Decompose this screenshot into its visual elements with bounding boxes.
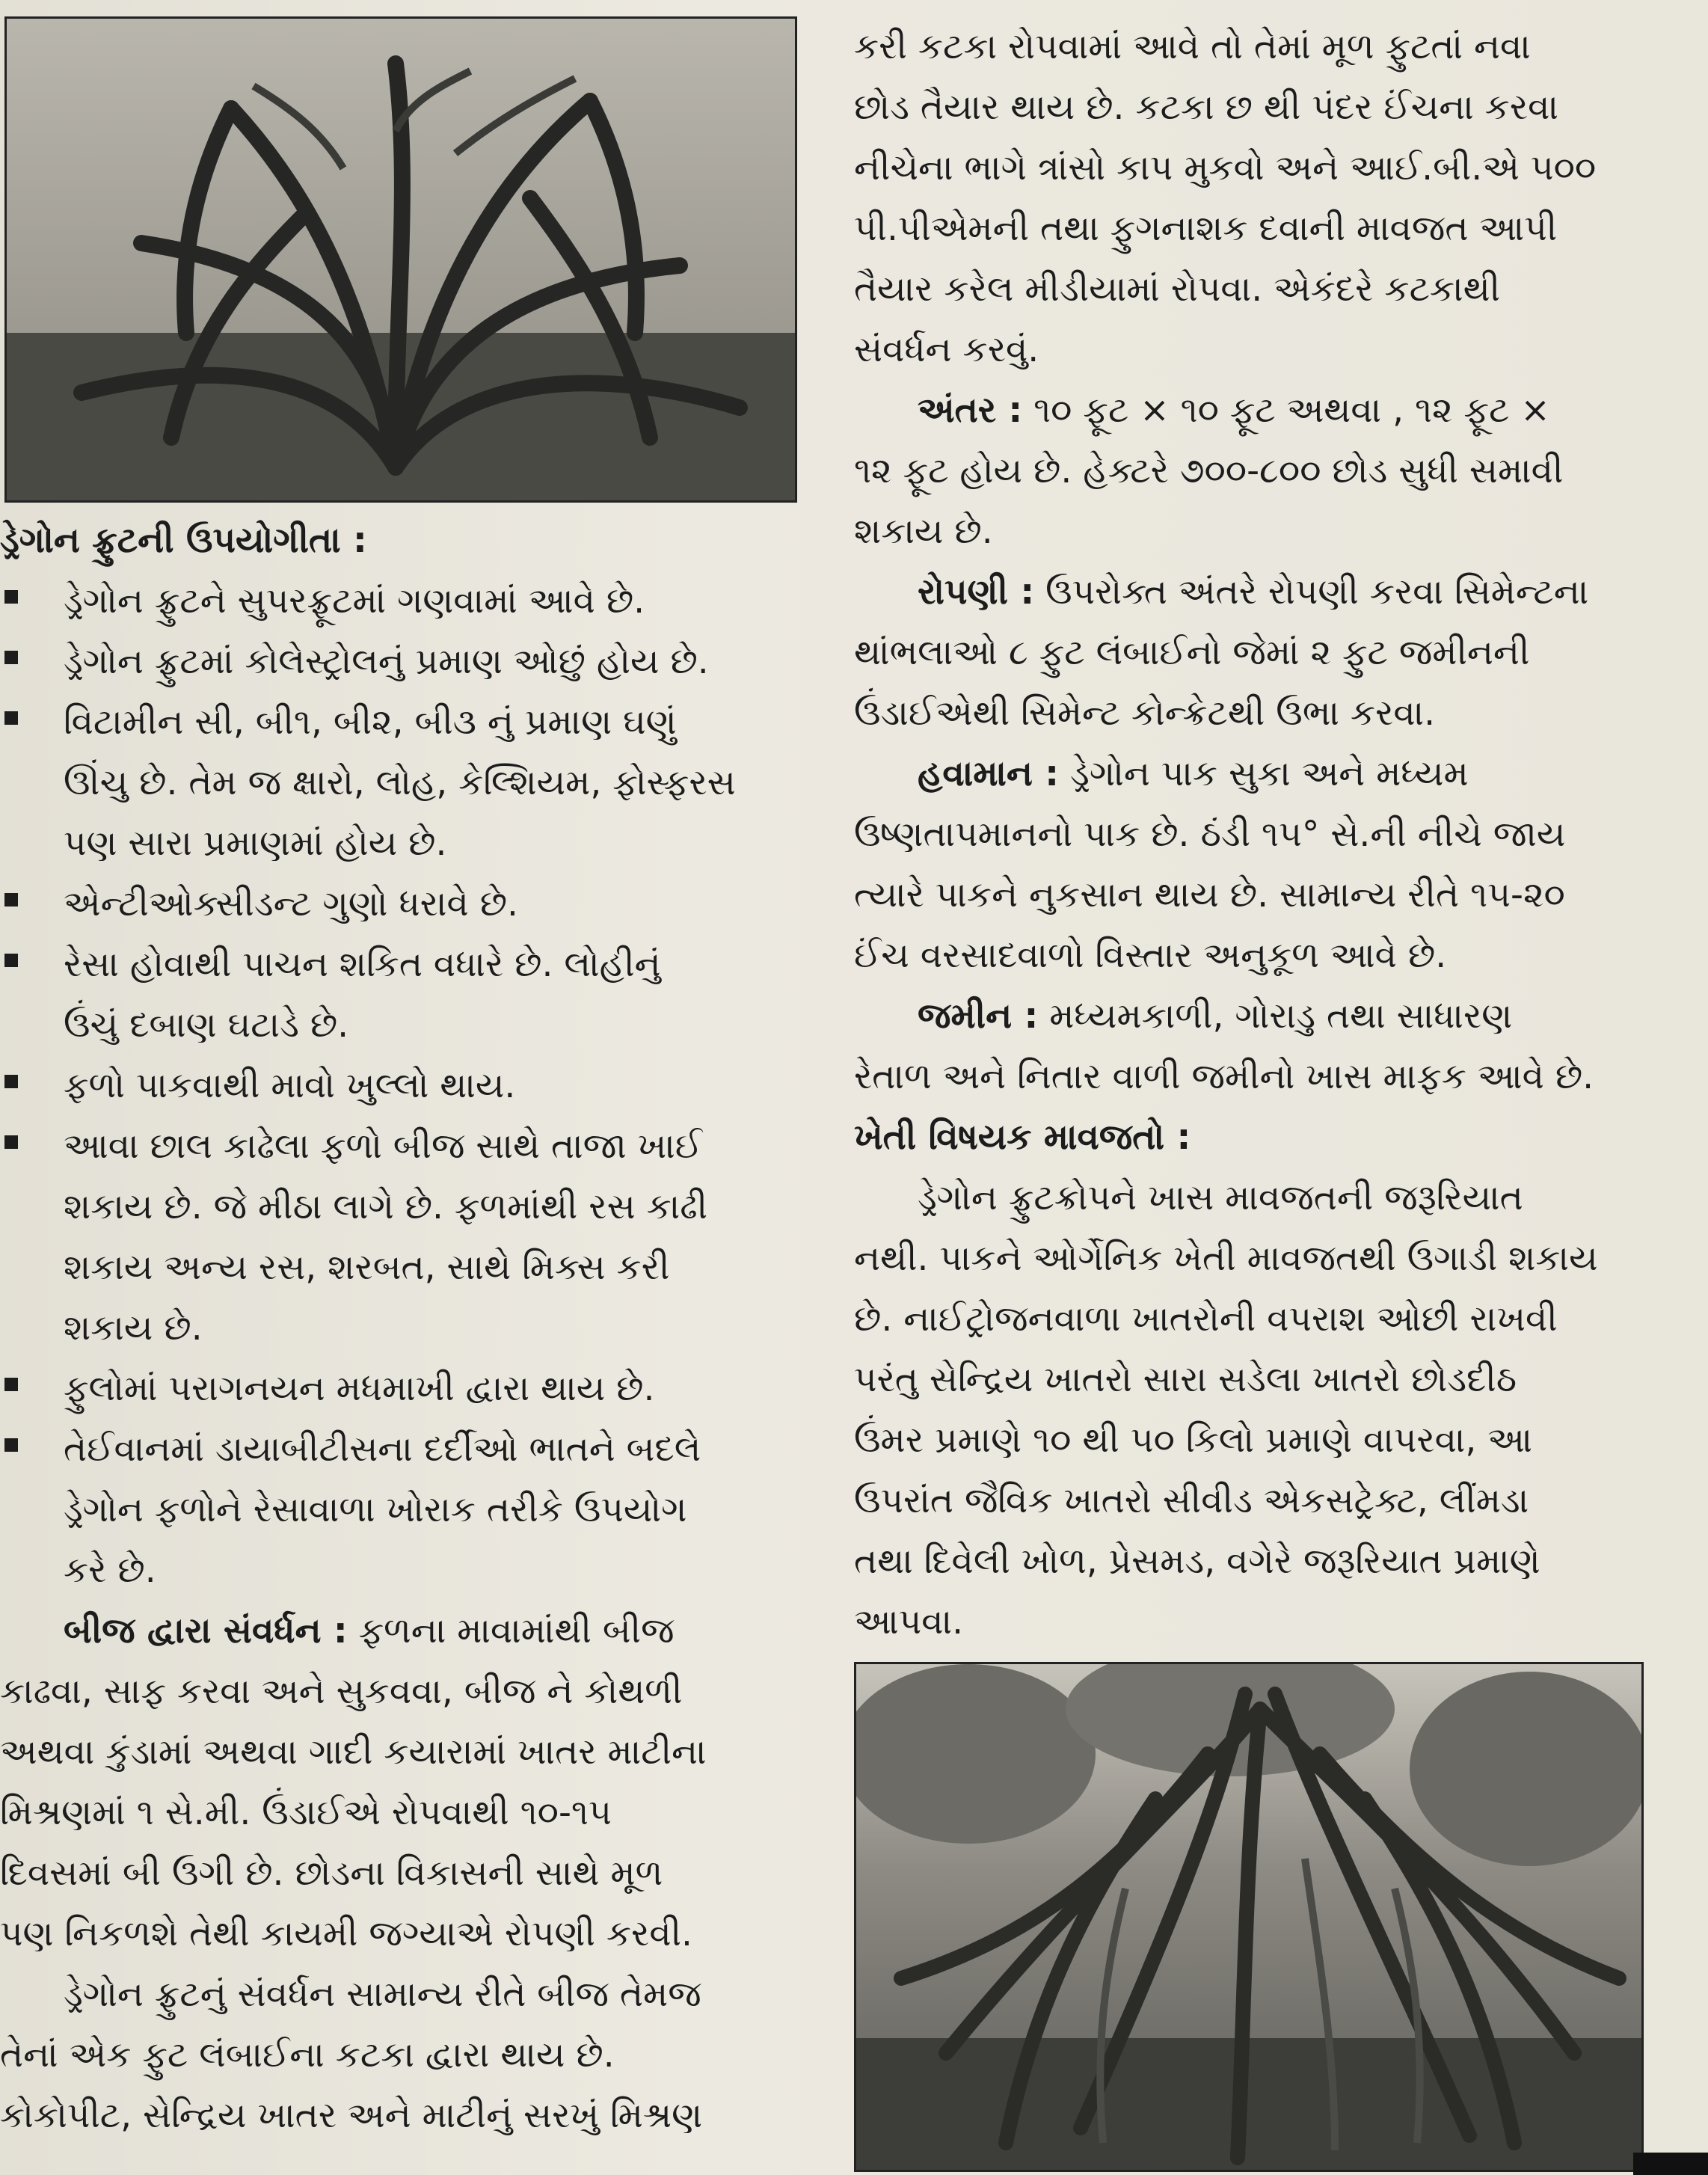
soil-title: જમીન : (918, 996, 1039, 1037)
usefulness-list (0, 571, 804, 1601)
text-line: તેનાં એક ફુટ લંબાઈના કટકા દ્વારા થાય છે. (0, 2034, 615, 2076)
seed-propagation-title: બીજ દ્વારા સંવર્ધન : (64, 1610, 348, 1651)
text-line (0, 1419, 804, 1479)
text-line: ઉંચું દબાણ ઘટાડે છે. (64, 1004, 349, 1046)
bullet-text: ફુલોમાં પરાગનયન મધમાખી દ્વારા થાય છે. (64, 1368, 655, 1409)
text-line: પી.પીએમની તથા ફુગનાશક દવાની માવજત આપી (854, 208, 1558, 249)
spacing-title: અંતર : (918, 390, 1023, 431)
text-line: ડ્રેગોન ફળોને રેસાવાળા ખોરાક તરીકે ઉપયોગ (64, 1489, 687, 1530)
text-line: શકાય છે. (64, 1307, 203, 1349)
text-line: કરે છે. (64, 1550, 156, 1591)
text-line: તથા દિવેલી ખોળ, પ્રેસમડ, વગેરે જરૂરિયાત પ્રમાણે (854, 1541, 1540, 1582)
bullet-text: ફળો પાકવાથી માવો ખુલ્લો થાય. (64, 1065, 516, 1106)
cultivation-care-heading: ખેતી વિષયક માવજતો : (854, 1117, 1191, 1158)
soil-paragraph (854, 1046, 1669, 1107)
seed-propagation-paragraph (0, 1661, 804, 1964)
bullet-square-icon (4, 1075, 18, 1088)
left-text-block (0, 510, 804, 2146)
text-line (0, 934, 804, 995)
cultivation-care-paragraph (854, 1228, 1669, 1652)
bullet-square-icon (4, 711, 18, 725)
text-line: છે. નાઈટ્રોજનવાળા ખાતરોની વપરાશ ઓછી રાખવી (854, 1298, 1558, 1340)
text-line: ઉષ્ણતાપમાનનો પાક છે. ઠંડી ૧૫° સે.ની નીચે જાય (854, 814, 1566, 855)
usefulness-list-item (0, 934, 804, 1055)
text-line: છોડ તૈયાર થાય છે. કટકા છ થી પંદર ઈંચના કરવા (854, 87, 1558, 128)
text-line: પરંતુ સેન્દ્રિય ખાતરો સારા સડેલા ખાતરો છોડદીઠ (854, 1359, 1517, 1400)
usefulness-list-item (0, 1358, 804, 1419)
spacing-first-line: ૧૦ ફૂટ × ૧૦ ફૂટ અથવા , ૧૨ ફૂટ × (1033, 390, 1550, 431)
text-line: સંવર્ધન કરવું. (854, 329, 1039, 370)
text-line: તૈયાર કરેલ મીડીયામાં રોપવા. એકંદરે કટકાથી (854, 269, 1501, 310)
text-line (0, 1055, 804, 1116)
usefulness-list-item (0, 1116, 804, 1358)
cutting-propagation-paragraph (854, 16, 1669, 380)
text-line: ૧૨ ફૂટ હોય છે. હેક્ટરે ૭૦૦-૮૦૦ છોડ સુધી સમાવી (854, 450, 1564, 491)
climate-title: હવામાન : (918, 753, 1060, 794)
planting-paragraph (854, 622, 1669, 743)
text-line: કાઢવા, સાફ કરવા અને સુકવવા, બીજ ને કોથળી (0, 1671, 683, 1712)
soil-paragraph-start (854, 986, 1669, 1046)
text-line: મિશ્રણમાં ૧ સે.મી. ઉંડાઈએ રોપવાથી ૧૦-૧૫ (0, 1792, 612, 1833)
page-corner-mark (1633, 2153, 1708, 2175)
text-line: ઉંમર પ્રમાણે ૧૦ થી ૫૦ કિલો પ્રમાણે વાપરવા, આ (854, 1420, 1533, 1461)
climate-first-line: ડ્રેગોન પાક સુકા અને મધ્યમ (1070, 753, 1469, 794)
usefulness-heading: ડ્રેગોન ફ્રુટની ઉપયોગીતા : (0, 520, 367, 561)
seed-propagation-paragraph-start (0, 1601, 804, 1661)
text-line: પણ સારા પ્રમાણમાં હોય છે. (64, 823, 447, 864)
text-line (0, 631, 804, 692)
bullet-square-icon (4, 1135, 18, 1149)
text-line: શકાય અન્ય રસ, શરબત, સાથે મિક્સ કરી (64, 1247, 670, 1288)
text-line (0, 1116, 804, 1177)
climate-paragraph-start (854, 743, 1669, 804)
text-line: નીચેના ભાગે ત્રાંસો કાપ મુકવો અને આઈ.બી.એ ૫૦૦ (854, 147, 1597, 188)
bullet-square-icon (4, 651, 18, 664)
bullet-square-icon (4, 1378, 18, 1391)
text-line: પણ નિકળશે તેથી કાયમી જગ્યાએ રોપણી કરવી. (0, 1913, 692, 1954)
text-line: ઉપરાંત જૈવિક ખાતરો સીવીડ એકસટ્રેક્ટ, લીંમડા (854, 1480, 1529, 1521)
usefulness-list-item (0, 571, 804, 631)
bullet-text: વિટામીન સી, બી૧, બી૨, બી૩ નું પ્રમાણ ઘણું (64, 702, 677, 743)
bullet-square-icon (4, 954, 18, 967)
text-line (0, 874, 804, 934)
usefulness-list-item (0, 631, 804, 692)
text-line (0, 571, 804, 631)
bullet-square-icon (4, 893, 18, 906)
text-line: રેતાળ અને નિતાર વાળી જમીનો ખાસ માફક આવે છે. (854, 1056, 1594, 1097)
seed-propagation-first-line: ફળના માવામાંથી બીજ (358, 1610, 675, 1651)
text-line: થાંભલાઓ ૮ ફુટ લંબાઈનો જેમાં ૨ ફુટ જમીનની (854, 632, 1530, 673)
text-line: ઈંચ વરસાદવાળો વિસ્તાર અનુકૂળ આવે છે. (854, 935, 1447, 976)
bullet-text: તેઈવાનમાં ડાયાબીટીસના દર્દીઓ ભાતને બદલે (64, 1429, 701, 1470)
planting-title: રોપણી : (918, 571, 1035, 613)
bullet-text: આવા છાલ કાઢેલા ફળો બીજ સાથે તાજા ખાઈ (64, 1126, 703, 1167)
text-line: કોકોપીટ, સેન્દ્રિય ખાતર અને માટીનું સરખું મિશ્રણ (0, 2095, 703, 2136)
text-line: શકાય છે. (854, 511, 993, 552)
usefulness-list-item (0, 692, 804, 874)
planting-paragraph-start (854, 562, 1669, 622)
usefulness-list-item (0, 874, 804, 934)
usefulness-list-item (0, 1055, 804, 1116)
text-line (0, 1358, 804, 1419)
bullet-text: એન્ટીઓક્સીડન્ટ ગુણો ધરાવે છે. (64, 883, 518, 924)
propagation-paragraph (0, 2025, 804, 2146)
climate-paragraph (854, 804, 1669, 986)
text-line: આપવા. (854, 1601, 964, 1642)
text-line: શકાય છે. જે મીઠા લાગે છે. ફળમાંથી રસ કાઢી (64, 1186, 708, 1227)
bullet-text: ડ્રેગોન ફ્રુટમાં કોલેસ્ટ્રોલનું પ્રમાણ ઓછું હોય છે. (64, 641, 709, 682)
text-line: અથવા કુંડામાં અથવા ગાદી કયારામાં ખાતર માટીના (0, 1731, 707, 1773)
soil-first-line: મધ્યમકાળી, ગોરાડુ તથા સાધારણ (1049, 996, 1513, 1037)
bullet-square-icon (4, 1438, 18, 1452)
text-line: કરી કટકા રોપવામાં આવે તો તેમાં મૂળ ફુટતાં નવા (854, 26, 1531, 67)
planting-first-line: ઉપરોક્ત અંતરે રોપણી કરવા સિમેન્ટના (1045, 571, 1589, 613)
text-line: ઉંડાઈએથી સિમેન્ટ કોન્ક્રેટથી ઉભા કરવા. (854, 693, 1436, 734)
bullet-square-icon (4, 590, 18, 604)
right-text-block (854, 16, 1669, 1652)
dragon-fruit-plant-photo-top (4, 16, 797, 503)
text-line (0, 692, 804, 752)
spacing-paragraph-start (854, 380, 1669, 441)
propagation-first-line: ડ્રેગોન ફ્રુટનું સંવર્ધન સામાન્ય રીતે બીજ તેમજ (64, 1974, 701, 2015)
dragon-fruit-plant-photo-bottom (854, 1662, 1644, 2172)
text-line: દિવસમાં બી ઉગી છે. છોડના વિકાસની સાથે મૂળ (0, 1853, 663, 1894)
text-line: નથી. પાકને ઓર્ગેનિક ખેતી માવજતથી ઉગાડી શકાય (854, 1238, 1598, 1279)
bullet-text: રેસા હોવાથી પાચન શકિત વધારે છે. લોહીનું (64, 944, 661, 985)
text-line: ઊંચુ છે. તેમ જ ક્ષારો, લોહ, કેલ્શિયમ, ફોસ્ફરસ (64, 762, 736, 803)
cultivation-care-first-line: ડ્રેગોન ફ્રુટક્રોપને ખાસ માવજતની જરૂરિયાત (918, 1177, 1523, 1218)
bullet-text: ડ્રેગોન ફ્રુટને સુપરફ્રૂટમાં ગણવામાં આવે છે. (64, 580, 645, 622)
spacing-paragraph (854, 441, 1669, 562)
usefulness-list-item (0, 1419, 804, 1601)
text-line: ત્યારે પાકને નુકસાન થાય છે. સામાન્ય રીતે ૧૫-૨૦ (854, 874, 1565, 915)
